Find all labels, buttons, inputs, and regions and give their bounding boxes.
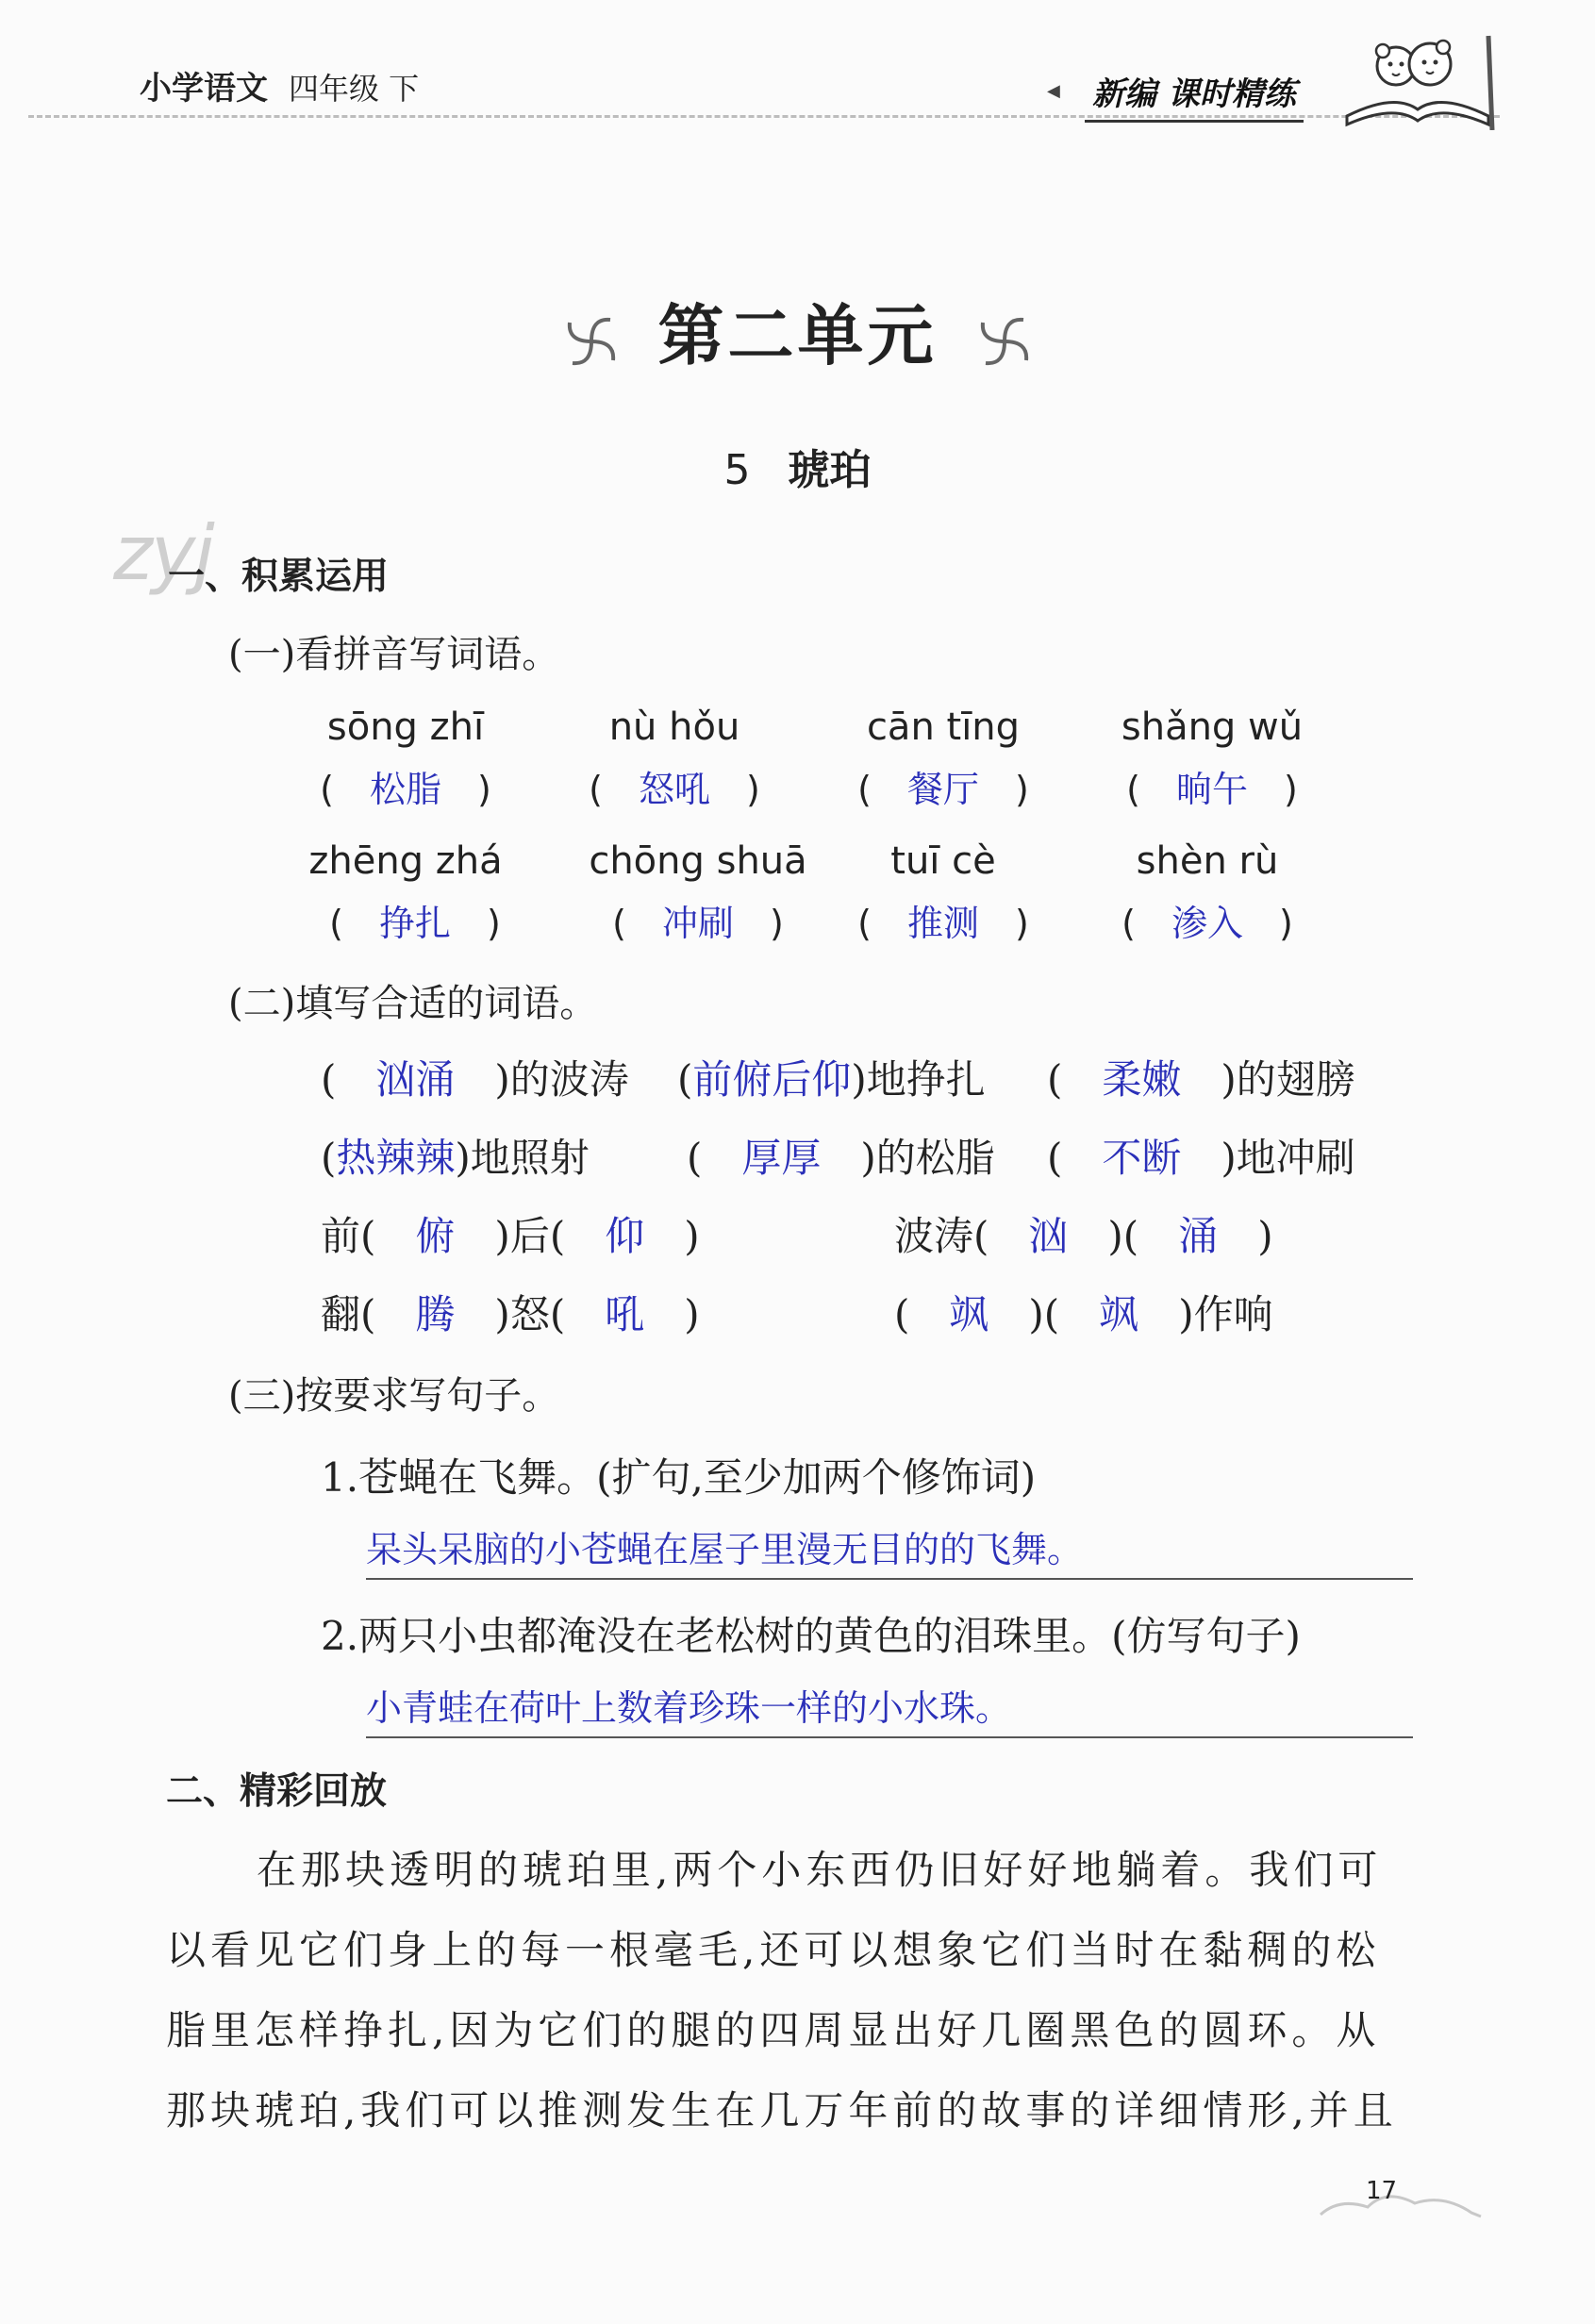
q1-prompt: (一)看拼音写词语。 bbox=[228, 633, 560, 676]
watermark: zyj bbox=[113, 509, 213, 597]
pinyin-answer-3: ( 餐厅 ) bbox=[857, 769, 1029, 810]
fill-row-1-a: ( 汹涌 )的波涛 bbox=[321, 1056, 629, 1103]
pinyin-answer-5: ( 挣扎 ) bbox=[329, 903, 501, 944]
swirl-ornament-icon bbox=[972, 308, 1038, 374]
pinyin-answer-8: ( 渗入 ) bbox=[1121, 903, 1293, 944]
passage-line-2: 以看见它们身上的每一根毫毛,还可以想象它们当时在黏稠的松 bbox=[166, 1927, 1381, 1973]
pinyin-4: shǎng wǔ bbox=[1121, 706, 1304, 749]
pinyin-7: tuī cè bbox=[890, 839, 996, 883]
triangle-pointer-icon: ◀ bbox=[1047, 81, 1060, 101]
pinyin-answer-7: ( 推测 ) bbox=[857, 903, 1029, 944]
pinyin-5: zhēng zhá bbox=[308, 839, 503, 883]
section-heading-1: 一、积累运用 bbox=[168, 556, 390, 598]
fill-row-2-a: (热辣辣)地照射 bbox=[321, 1135, 590, 1181]
lesson-title bbox=[0, 436, 1595, 496]
q2-prompt: (二)填写合适的词语。 bbox=[228, 982, 598, 1025]
sentence-answer-2: 小青蛙在荷叶上数着珍珠一样的小水珠。 bbox=[366, 1679, 1413, 1738]
pinyin-8: shèn rù bbox=[1136, 839, 1279, 883]
passage-line-1: 在那块透明的琥珀里,两个小东西仍旧好好地躺着。我们可 bbox=[257, 1847, 1383, 1893]
unit-title bbox=[0, 283, 1595, 378]
sentence-task-2: 2.两只小虫都淹没在老松树的黄色的泪珠里。(仿写句子) bbox=[321, 1613, 1301, 1659]
pinyin-2: nù hǒu bbox=[608, 706, 740, 749]
series-title: 新编 课时精练 bbox=[1085, 66, 1304, 123]
fill-row-3-b: 波涛( 汹 )( 涌 ) bbox=[894, 1213, 1273, 1259]
fill-row-2-c: ( 不断 )地冲刷 bbox=[1047, 1135, 1355, 1181]
fill-row-1-c: ( 柔嫩 )的翅膀 bbox=[1047, 1056, 1355, 1103]
pinyin-answer-2: ( 怒吼 ) bbox=[589, 769, 760, 810]
sentence-answer-1: 呆头呆脑的小苍蝇在屋子里漫无目的的飞舞。 bbox=[366, 1520, 1413, 1580]
lesson-number: 5 bbox=[723, 446, 751, 494]
section-heading-2: 二、精彩回放 bbox=[166, 1770, 388, 1813]
pinyin-answer-6: ( 冲刷 ) bbox=[612, 903, 784, 944]
fill-row-2-b: ( 厚厚 )的松脂 bbox=[687, 1135, 995, 1181]
page-number: 17 bbox=[1366, 2177, 1398, 2205]
sentence-task-1: 1.苍蝇在飞舞。(扩句,至少加两个修饰词) bbox=[321, 1454, 1037, 1501]
unit-title-text: 第二单元 bbox=[657, 296, 938, 374]
pinyin-6: chōng shuā bbox=[589, 839, 807, 883]
pinyin-answer-1: ( 松脂 ) bbox=[320, 769, 491, 810]
fill-row-4-b: ( 飒 )( 飒 )作响 bbox=[894, 1291, 1273, 1337]
mascot-book-icon bbox=[1337, 26, 1498, 130]
header-subject: 小学语文 bbox=[140, 70, 268, 108]
header-subject-grade bbox=[140, 62, 419, 108]
passage-line-3: 脂里怎样挣扎,因为它们的腿的四周显出好几圈黑色的圆环。从 bbox=[166, 2007, 1381, 2053]
pinyin-answer-4: ( 晌午 ) bbox=[1126, 769, 1298, 810]
fill-row-1-b: (前俯后仰)地挣扎 bbox=[677, 1056, 986, 1103]
fill-row-3-a: 前( 俯 )后( 仰 ) bbox=[321, 1213, 700, 1259]
fill-row-4-a: 翻( 腾 )怒( 吼 ) bbox=[321, 1291, 700, 1337]
header-grade: 四年级 下 bbox=[289, 71, 420, 107]
lesson-name: 琥珀 bbox=[788, 446, 872, 494]
swirl-ornament-icon bbox=[558, 308, 624, 374]
passage-line-4: 那块琥珀,我们可以推测发生在几万年前的故事的详细情形,并且 bbox=[166, 2087, 1398, 2133]
pinyin-1: sōng zhī bbox=[326, 706, 485, 749]
pinyin-3: cān tīng bbox=[866, 706, 1021, 749]
q3-prompt: (三)按要求写句子。 bbox=[228, 1374, 560, 1418]
